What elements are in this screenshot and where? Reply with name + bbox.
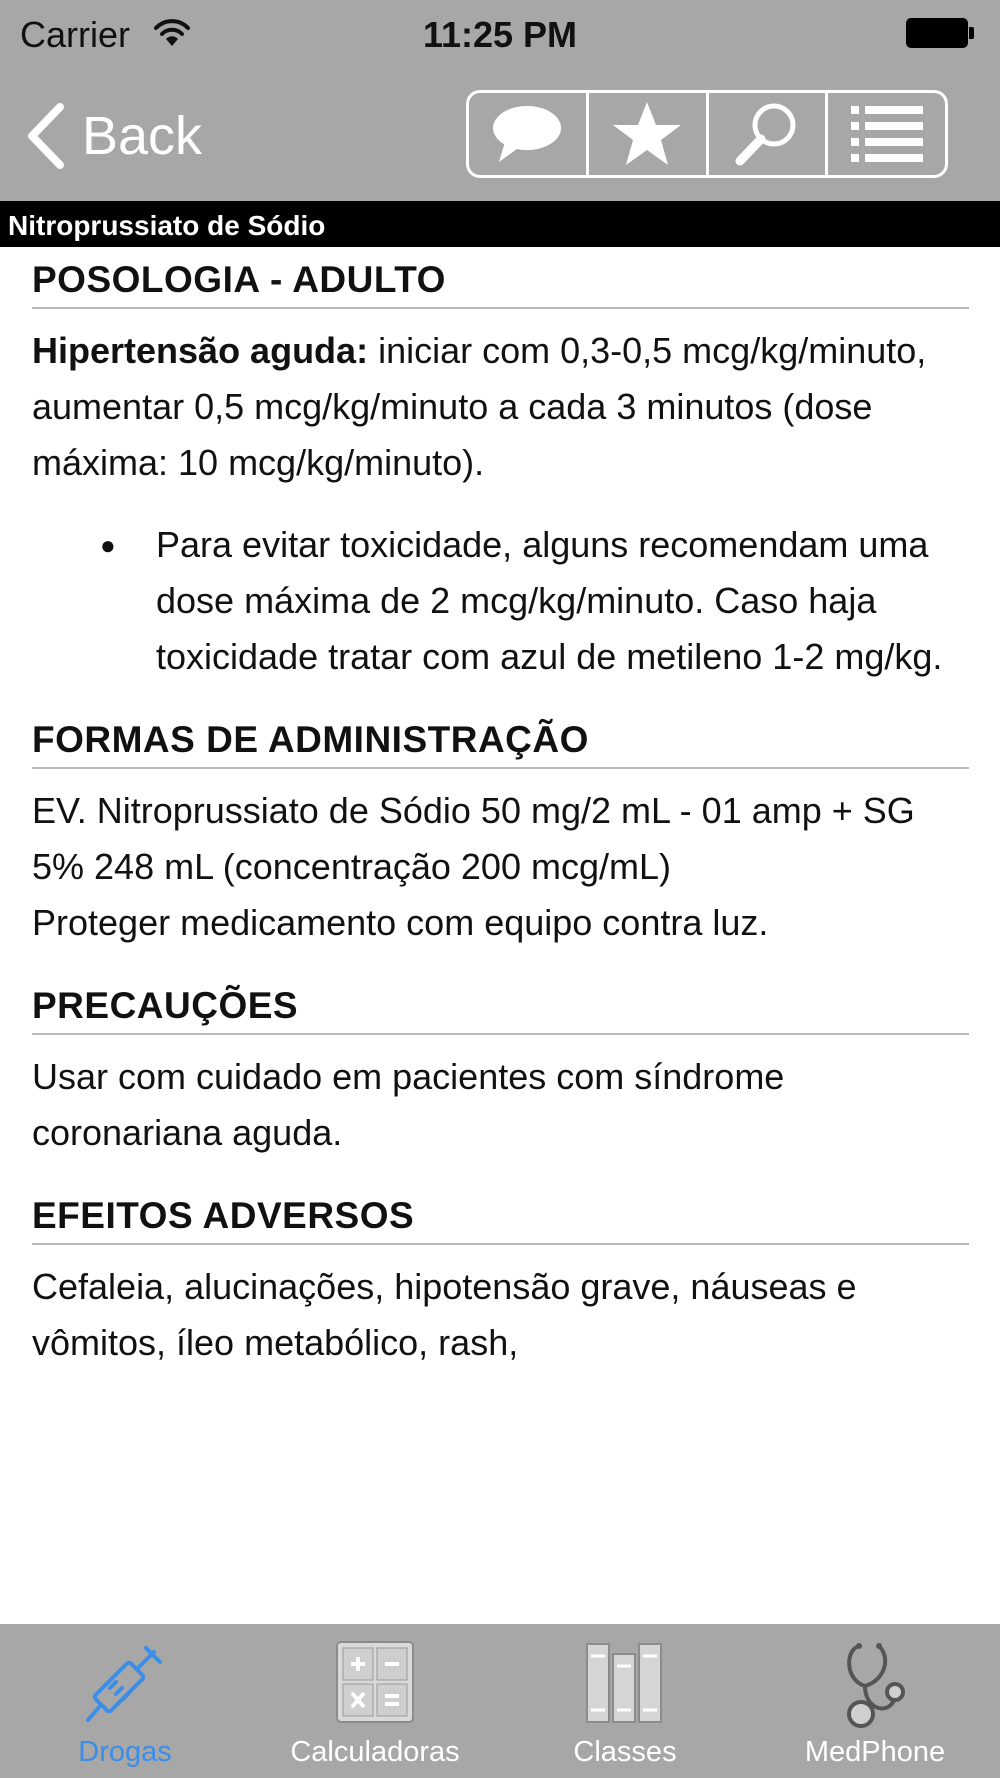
back-button[interactable] [24,96,202,176]
search-button[interactable] [709,93,829,175]
tab-bar [0,1624,1000,1778]
back-label: Back [82,106,203,166]
formas-line-1: EV. Nitroprussiato de Sódio 50 mg/2 mL - 01 amp + SG 5% 248 mL (concentração 200 mcg/mL) [32,790,915,887]
tab-classes[interactable] [500,1624,750,1778]
drug-title: Nitroprussiato de Sódio [8,210,326,241]
section-heading-posologia: POSOLOGIA - ADULTO [32,247,969,309]
formas-line-2: Proteger medicamento com equipo contra luz. [32,902,769,943]
comment-icon [489,102,565,166]
syringe-icon [80,1640,170,1730]
list-item: ● Para evitar toxicidade, alguns recomendam uma dose máxima de 2 mcg/kg/minuto. Caso haja toxicidade tratar com azul de metileno 1-2 mg/kg. [156,517,969,685]
tab-calculadoras[interactable] [250,1624,500,1778]
section-heading-efeitos: EFEITOS ADVERSOS [32,1183,969,1245]
books-icon [585,1640,665,1724]
tab-label: Classes [573,1736,677,1768]
favorite-button[interactable] [589,93,709,175]
status-bar [0,0,1000,68]
drug-content[interactable] [32,247,969,1624]
posologia-lead-text: iniciar com 0,3-0,5 mcg/kg/minuto, aumentar 0,5 mcg/kg/minuto a cada 3 minutos (dose máxima: 10 mcg/kg/minuto). [32,330,927,483]
section-heading-precaucoes: PRECAUÇÕES [32,973,969,1035]
list-icon [847,102,927,166]
tab-drogas[interactable] [0,1624,250,1778]
toolbar-segmented-control [466,90,948,178]
efeitos-paragraph: Cefaleia, alucinações, hipotensão grave, náuseas e vômitos, íleo metabólico, rash, [32,1266,857,1363]
carrier-label: Carrier [20,14,131,55]
precaucoes-paragraph: Usar com cuidado em pacientes com síndrome coronariana aguda. [32,1056,785,1153]
drug-title-bar [0,201,1000,247]
chevron-left-icon [24,101,68,171]
navigation-bar [0,68,1000,201]
stethoscope-icon [835,1640,915,1730]
list-button[interactable] [828,93,945,175]
tab-label: Drogas [78,1736,172,1768]
calculator-icon [335,1640,415,1724]
posologia-bullet-list [32,517,969,685]
comment-button[interactable] [469,93,589,175]
tab-medphone[interactable] [750,1624,1000,1778]
posologia-paragraph [32,323,969,491]
search-icon [732,99,802,169]
tab-label: Calculadoras [290,1736,460,1768]
formas-paragraph [32,783,969,951]
star-icon [610,99,684,169]
clock: 11:25 PM [422,14,578,55]
section-heading-formas: FORMAS DE ADMINISTRAÇÃO [32,707,969,769]
tab-label: MedPhone [804,1736,946,1768]
battery-icon [906,18,974,48]
posologia-lead-bold: Hipertensão aguda: [32,330,369,371]
